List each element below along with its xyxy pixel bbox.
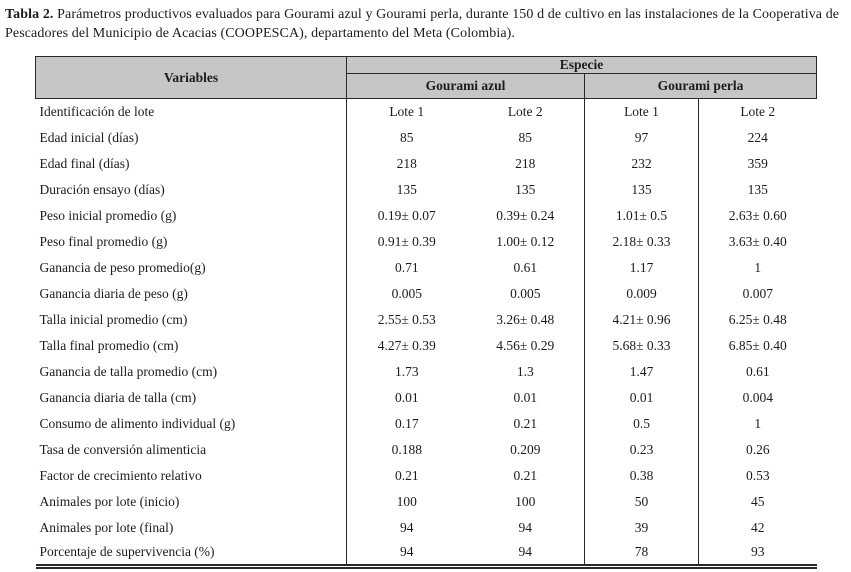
table-row — [36, 437, 817, 463]
value-cell: 5.68± 0.33 — [585, 333, 699, 359]
table-row — [36, 489, 817, 515]
value-cell: 1.3 — [467, 359, 585, 385]
value-cell: 0.209 — [467, 437, 585, 463]
value-cell: 0.21 — [467, 411, 585, 437]
table-row — [36, 255, 817, 281]
value-cell: 2.55± 0.53 — [377, 311, 436, 327]
value-cell: 0.007 — [742, 285, 773, 301]
value-cell: 0.61 — [745, 363, 770, 379]
value-cell: 1.73 — [394, 363, 419, 379]
value-cell: 218 — [396, 155, 417, 171]
variable-cell: Tasa de conversión alimenticia — [36, 437, 347, 463]
value-cell: 78 — [585, 541, 699, 567]
value-cell: 1.01± 0.5 — [585, 203, 699, 229]
value-cell: 0.01 — [394, 389, 419, 405]
value-cell: 224 — [747, 129, 768, 145]
value-cell: 0.21 — [394, 467, 419, 483]
value-cell: 100 — [467, 489, 585, 515]
variable-cell: Animales por lote (inicio) — [36, 489, 347, 515]
value-cell: 0.009 — [585, 281, 699, 307]
variable-cell: Duración ensayo (días) — [36, 177, 347, 203]
variable-cell: Peso inicial promedio (g) — [36, 203, 347, 229]
value-cell: 0.21 — [467, 463, 585, 489]
value-cell: 0.53 — [745, 467, 770, 483]
table-row — [36, 385, 817, 411]
value-cell: 85 — [467, 125, 585, 151]
value-cell: 1.47 — [585, 359, 699, 385]
value-cell: 232 — [585, 151, 699, 177]
variable-cell: Ganancia diaria de peso (g) — [36, 281, 347, 307]
table-row — [36, 411, 817, 437]
value-cell: 1.00± 0.12 — [467, 229, 585, 255]
value-cell: 2.18± 0.33 — [585, 229, 699, 255]
table-row — [36, 359, 817, 385]
value-cell: 85 — [400, 129, 414, 145]
table-row — [36, 229, 817, 255]
value-cell: 1.17 — [585, 255, 699, 281]
variable-cell: Talla inicial promedio (cm) — [36, 307, 347, 333]
value-cell: 42 — [751, 519, 765, 535]
table-row — [36, 203, 817, 229]
variable-cell: Peso final promedio (g) — [36, 229, 347, 255]
value-cell: 135 — [747, 181, 768, 197]
variable-cell: Edad inicial (días) — [36, 125, 347, 151]
value-cell: 0.01 — [585, 385, 699, 411]
value-cell: 0.61 — [467, 255, 585, 281]
value-cell: 50 — [585, 489, 699, 515]
value-cell: 0.17 — [394, 415, 419, 431]
value-cell: 4.21± 0.96 — [585, 307, 699, 333]
table-row — [36, 515, 817, 541]
value-cell: 359 — [747, 155, 768, 171]
value-cell: 135 — [585, 177, 699, 203]
value-cell: Lote 2 — [740, 103, 776, 119]
variable-cell: Ganancia diaria de talla (cm) — [36, 385, 347, 411]
variable-cell: Factor de crecimiento relativo — [36, 463, 347, 489]
value-cell: 0.38 — [585, 463, 699, 489]
table-row — [36, 151, 817, 177]
value-cell: 93 — [699, 541, 817, 567]
value-cell: 0.23 — [585, 437, 699, 463]
value-cell: 0.19± 0.07 — [377, 207, 436, 223]
table-row — [36, 281, 817, 307]
value-cell: 1 — [754, 259, 762, 275]
value-cell: 0.39± 0.24 — [467, 203, 585, 229]
header-gourami-perla: Gourami perla — [585, 74, 817, 99]
table-row — [36, 541, 817, 567]
value-cell: 45 — [751, 493, 765, 509]
header-gourami-azul: Gourami azul — [347, 74, 585, 99]
table-caption — [5, 5, 847, 43]
value-cell: 97 — [585, 125, 699, 151]
variable-cell: Ganancia de peso promedio(g) — [36, 255, 347, 281]
value-cell: 0.91± 0.39 — [377, 233, 436, 249]
parameters-table — [35, 56, 817, 569]
value-cell: 0.005 — [391, 285, 422, 301]
table-row — [36, 333, 817, 359]
variable-cell: Consumo de alimento individual (g) — [36, 411, 347, 437]
value-cell: 4.56± 0.29 — [467, 333, 585, 359]
caption-label: Tabla 2. — [5, 7, 54, 22]
value-cell: 3.63± 0.40 — [728, 233, 787, 249]
value-cell: 0.71 — [394, 259, 419, 275]
variable-cell: Porcentaje de supervivencia (%) — [36, 541, 347, 567]
variable-cell: Ganancia de talla promedio (cm) — [36, 359, 347, 385]
table-row — [36, 177, 817, 203]
value-cell: 94 — [467, 541, 585, 567]
value-cell: 4.27± 0.39 — [377, 337, 436, 353]
value-cell: 135 — [467, 177, 585, 203]
value-cell: 100 — [396, 493, 417, 509]
table-row — [36, 307, 817, 333]
value-cell: Lote 1 — [389, 103, 425, 119]
variable-cell: Talla final promedio (cm) — [36, 333, 347, 359]
value-cell: 0.188 — [391, 441, 422, 457]
table-row — [36, 463, 817, 489]
variable-cell: Identificación de lote — [36, 99, 347, 125]
table-row — [36, 125, 817, 151]
table-header — [36, 57, 817, 99]
value-cell: 2.63± 0.60 — [728, 207, 787, 223]
value-cell: 0.005 — [467, 281, 585, 307]
value-cell: 135 — [396, 181, 417, 197]
variable-cell: Edad final (días) — [36, 151, 347, 177]
caption-text: Parámetros productivos evaluados para Gourami azul y Gourami perla, durante 150 d de cultivo en las instalaciones de la Cooperativa de Pescadores del Municipio de Acacias (COOPESCA), departamento del Meta (Colombia). — [5, 7, 840, 41]
table-body — [36, 99, 817, 567]
value-cell: 0.5 — [585, 411, 699, 437]
table-row — [36, 99, 817, 125]
value-cell: Lote 1 — [585, 99, 699, 125]
value-cell: Lote 2 — [467, 99, 585, 125]
value-cell: 6.25± 0.48 — [728, 311, 787, 327]
value-cell: 94 — [467, 515, 585, 541]
value-cell: 6.85± 0.40 — [728, 337, 787, 353]
variable-cell: Animales por lote (final) — [36, 515, 347, 541]
header-especie: Especie — [347, 57, 817, 74]
value-cell: 39 — [585, 515, 699, 541]
value-cell: 1 — [754, 415, 762, 431]
value-cell: 3.26± 0.48 — [467, 307, 585, 333]
header-row-especie — [36, 57, 817, 74]
value-cell: 94 — [347, 541, 467, 567]
value-cell: 0.004 — [742, 389, 773, 405]
value-cell: 0.26 — [745, 441, 770, 457]
header-variables: Variables — [36, 57, 347, 99]
value-cell: 0.01 — [467, 385, 585, 411]
value-cell: 94 — [400, 519, 414, 535]
value-cell: 218 — [467, 151, 585, 177]
